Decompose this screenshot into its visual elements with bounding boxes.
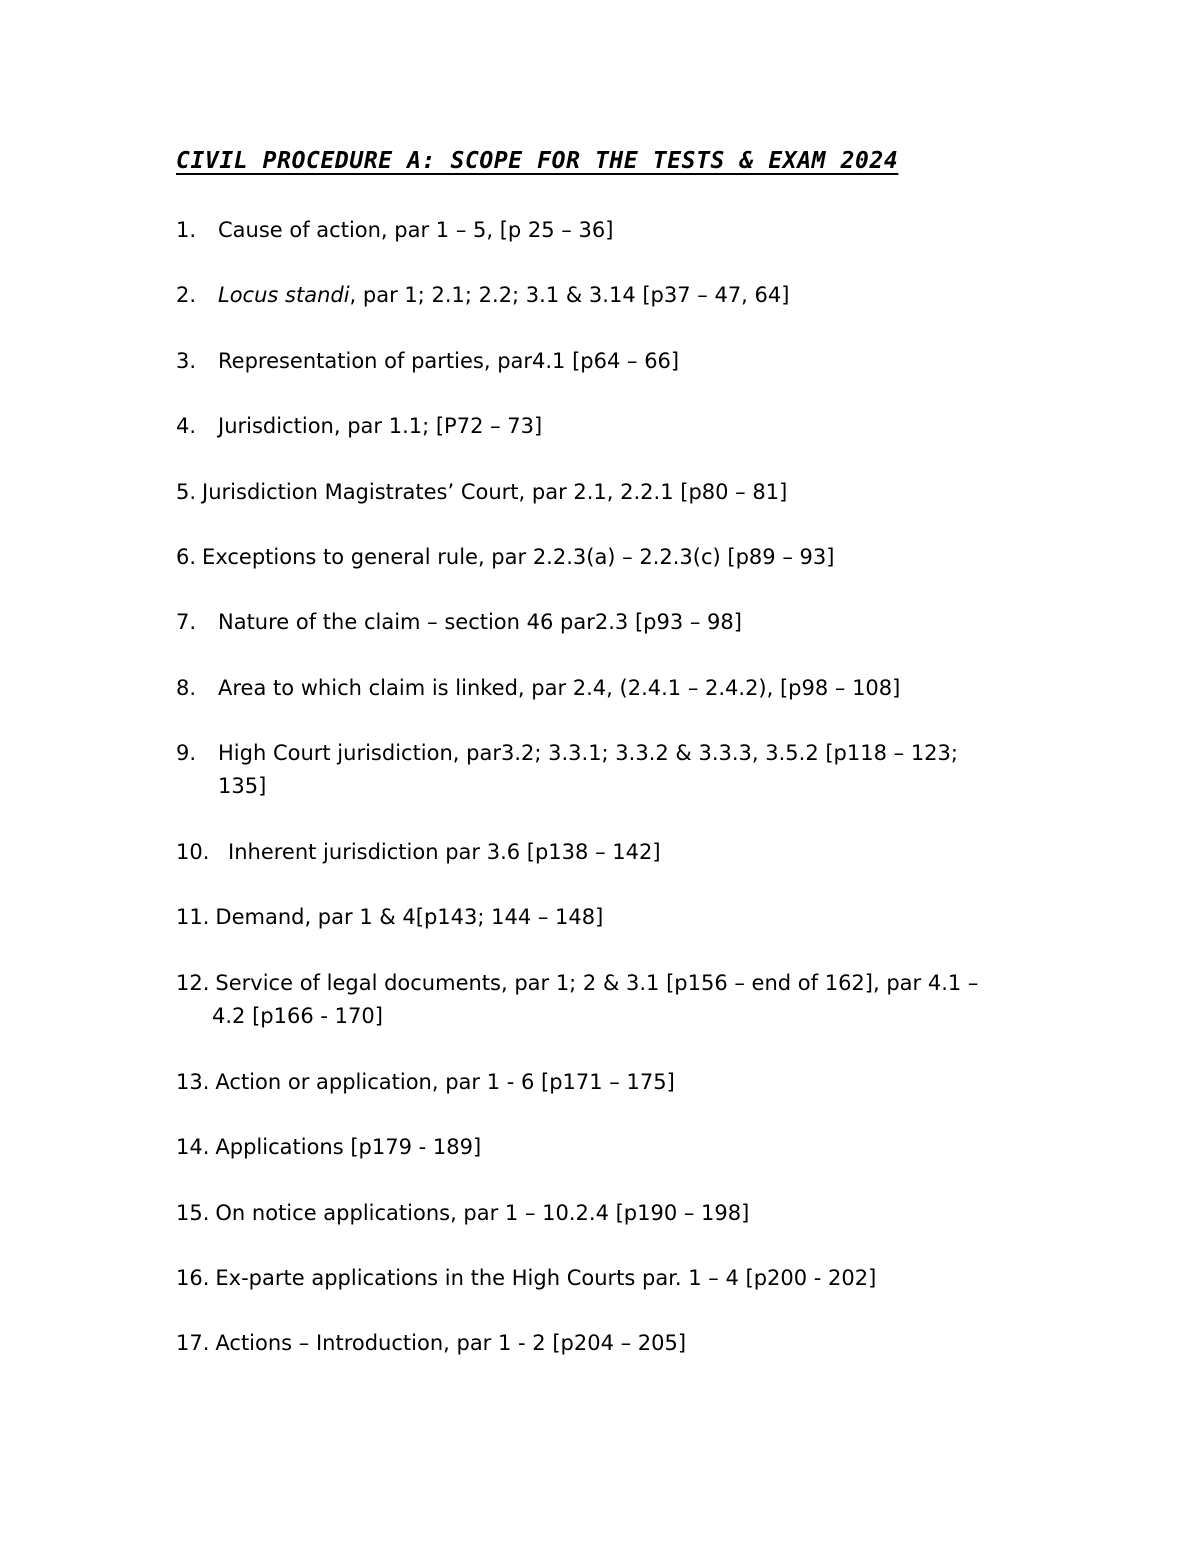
- item-text: Inherent jurisdiction par 3.6 [p138 – 142]: [228, 840, 661, 864]
- list-item: [176, 476, 1046, 509]
- item-text: Jurisdiction, par 1.1; [P72 – 73]: [218, 414, 543, 438]
- item-text: Cause of action, par 1 – 5, [p 25 – 36]: [218, 218, 614, 242]
- list-item: [176, 279, 1046, 312]
- item-text: Representation of parties, par4.1 [p64 – 66]: [218, 349, 680, 373]
- item-text: Service of legal documents, par 1; 2 & 3.1 [p156 – end of 162], par 4.1 –: [215, 971, 979, 995]
- list-item: [176, 901, 1046, 934]
- document-title: CIVIL PROCEDURE A: SCOPE FOR THE TESTS & EXAM 2024: [176, 148, 899, 174]
- list-item: [176, 1066, 1046, 1099]
- item-number: 5.: [176, 480, 197, 504]
- item-text: Exceptions to general rule, par 2.2.3(a) – 2.2.3(c) [p89 – 93]: [202, 545, 835, 569]
- item-italic-text: Locus standi: [218, 283, 350, 307]
- list-item: [176, 1197, 1046, 1230]
- item-text: Applications [p179 - 189]: [215, 1135, 482, 1159]
- list-item: [176, 606, 1046, 639]
- item-number: 8.: [176, 676, 197, 700]
- item-number: 2.: [176, 283, 197, 307]
- list-item: [176, 967, 1046, 1033]
- list-item: [176, 1327, 1046, 1360]
- list-item: [176, 214, 1046, 247]
- item-text: Jurisdiction Magistrates’ Court, par 2.1, 2.2.1 [p80 – 81]: [202, 480, 788, 504]
- list-item: [176, 672, 1046, 705]
- item-number: 15.: [176, 1201, 210, 1225]
- item-text: Ex-parte applications in the High Courts par. 1 – 4 [p200 - 202]: [215, 1266, 877, 1290]
- list-item: [176, 836, 1046, 869]
- item-text: On notice applications, par 1 – 10.2.4 [p190 – 198]: [215, 1201, 750, 1225]
- list-item: [176, 345, 1046, 378]
- item-number: 16.: [176, 1266, 210, 1290]
- list-item: [176, 541, 1046, 574]
- item-number: 4.: [176, 414, 197, 438]
- item-number: 1.: [176, 218, 197, 242]
- item-number: 7.: [176, 610, 197, 634]
- list-item: [176, 1131, 1046, 1164]
- item-number: 12.: [176, 971, 210, 995]
- item-number: 17.: [176, 1331, 210, 1355]
- item-text: High Court jurisdiction, par3.2; 3.3.1; 3.3.2 & 3.3.3, 3.5.2 [p118 – 123;: [218, 741, 958, 765]
- item-number: 6.: [176, 545, 197, 569]
- item-text: Nature of the claim – section 46 par2.3 [p93 – 98]: [218, 610, 742, 634]
- item-text: Area to which claim is linked, par 2.4, (2.4.1 – 2.4.2), [p98 – 108]: [218, 676, 901, 700]
- list-item: [176, 737, 1046, 803]
- list-item: [176, 1262, 1046, 1295]
- item-number: 3.: [176, 349, 197, 373]
- item-number: 11.: [176, 905, 210, 929]
- item-text: Actions – Introduction, par 1 - 2 [p204 – 205]: [215, 1331, 687, 1355]
- item-number: 13.: [176, 1070, 210, 1094]
- item-continuation: 135]: [218, 774, 267, 798]
- item-number: 14.: [176, 1135, 210, 1159]
- item-text: Demand, par 1 & 4[p143; 144 – 148]: [215, 905, 604, 929]
- item-continuation: 4.2 [p166 - 170]: [212, 1004, 383, 1028]
- list-item: [176, 410, 1046, 443]
- item-number: 9.: [176, 741, 197, 765]
- item-text: , par 1; 2.1; 2.2; 3.1 & 3.14 [p37 – 47, 64]: [349, 283, 790, 307]
- item-text: Action or application, par 1 - 6 [p171 – 175]: [215, 1070, 675, 1094]
- item-number: 10.: [176, 840, 210, 864]
